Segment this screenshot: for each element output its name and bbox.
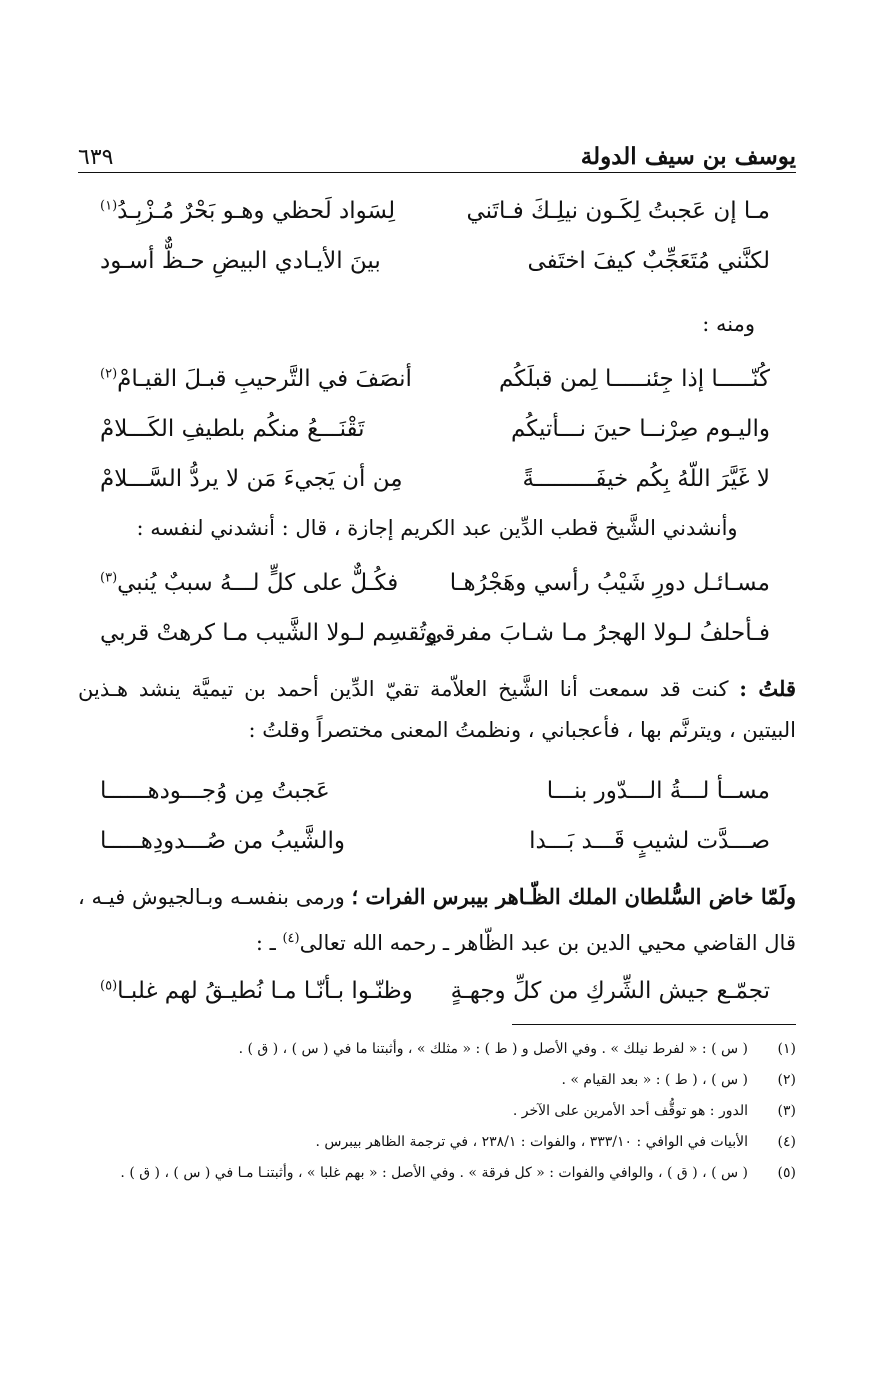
prose-text: ورمى بنفسـه وبـالجيوش فيـه ، قال القاضي محيي الدين بن عبد الظّاهر ـ رحمه الله تعالى xyxy=(78,885,796,955)
verse-second-hemistich xyxy=(100,198,440,224)
verse-second-hemistich xyxy=(100,978,440,1004)
verse-second-hemistich: والشَّيبُ من صُـــدودِهـــــا xyxy=(100,828,345,854)
prose-paragraph xyxy=(78,876,796,964)
footnote-marker: (٥) xyxy=(100,978,118,994)
verse-line xyxy=(100,608,770,658)
page-header xyxy=(78,136,796,173)
hemistich-text: أنصَفَ في التَّرحيبِ قبـلَ القيـامْ xyxy=(117,366,412,392)
footnote-number: (٣) xyxy=(777,1103,796,1119)
prose-tail: ـ : xyxy=(255,931,283,955)
verse-group-3 xyxy=(100,558,770,658)
footnote xyxy=(78,1158,796,1189)
footnote-marker: (٣) xyxy=(100,570,118,586)
verse-line xyxy=(100,454,770,504)
footnote-marker: (٤) xyxy=(282,931,300,946)
hemistich-text: فكُـلٌّ على كلٍّ لـــهُ سببٌ يُنبي xyxy=(117,570,399,596)
verse-second-hemistich xyxy=(100,570,440,596)
verse-first-hemistich: مـا إن عَجبتُ لِكَـون نيلِـكَ فـاتَني xyxy=(466,198,770,224)
verse-group-1 xyxy=(100,186,770,286)
footnote-text: ( س ) : « لفرط نيلك » . وفي الأصل و ( ط ) : « مثلك » ، وأثبتنا ما في ( س ) ، ( ق ) . xyxy=(238,1041,748,1057)
footnote xyxy=(78,1034,796,1065)
verse-line xyxy=(100,766,770,816)
verse-second-hemistich: بينَ الأيـادي البيضِ حـظٌّ أسـود xyxy=(100,248,381,274)
prose-lead: قلتُ : xyxy=(739,676,796,701)
verse-group-5 xyxy=(100,966,770,1016)
verse-line xyxy=(100,558,770,608)
verse-second-hemistich: مِن أن يَجيءَ مَن لا يردُّ السَّـــلامْ xyxy=(100,466,403,492)
footnote-number: (٤) xyxy=(777,1134,796,1150)
section-label: ومنه : xyxy=(702,312,755,336)
verse-first-hemistich: فـأحلفُ لـولا الهجرُ مـا شـابَ مفرقي xyxy=(425,620,770,646)
verse-second-hemistich: عَجبتُ مِن وُجـــودهــــــا xyxy=(100,778,330,804)
footnote-text: ( س ) ، ( ق ) ، والوافي والفوات : « كل فرقة » . وفي الأصل : « بهم غلبا » ، وأثبتنـا مـا في ( س ) ، ( ق ) . xyxy=(120,1165,748,1181)
footnote-separator xyxy=(512,1024,796,1025)
footnote xyxy=(78,1127,796,1158)
verse-first-hemistich: واليـوم صِرْنــا حينَ نـــأتيكُم xyxy=(511,416,770,442)
verse-first-hemistich: لكنَّني مُتَعَجِّبٌ كيفَ اختَفى xyxy=(527,248,770,274)
footnote-text: ( س ) ، ( ط ) : « بعد القيام » . xyxy=(561,1072,748,1088)
prose-paragraph: وأنشدني الشَّيخ قطب الدِّين عبد الكريم إجازة ، قال : أنشدني لنفسه : xyxy=(136,516,738,540)
footnote-text: الأبيات في الوافي : ٣٣٣/١٠ ، والفوات : ٢٣٨/١ ، في ترجمة الظاهر بيبرس . xyxy=(315,1134,748,1150)
footnote xyxy=(78,1096,796,1127)
footnote xyxy=(78,1065,796,1096)
hemistich-text: لِسَواد لَحظي وهـو بَحْرٌ مُـزْبِـدُ xyxy=(117,198,396,224)
footnotes xyxy=(78,1034,796,1189)
verse-group-2 xyxy=(100,354,770,504)
prose-paragraph xyxy=(78,668,796,751)
hemistich-text: وظنّـوا بـأنّـا مـا نُطيـقُ لهم غلبـا xyxy=(117,978,413,1004)
page-number: ٦٣٩ xyxy=(78,145,114,170)
footnote-number: (١) xyxy=(777,1041,796,1057)
verse-second-hemistich: وتُقسِم لـولا الشَّيب مـا كرهتْ قربي xyxy=(100,620,438,646)
prose-text: كنت قد سمعت أنا الشَّيخ العلاّمة تقيّ الدِّين أحمد بن تيميَّة ينشد هـذين البيتين ، ويترنَّم بها ، فأعجباني ، ونظمتُ المعنى مختصراً وقلتُ : xyxy=(78,677,796,742)
footnote-marker: (٢) xyxy=(100,366,118,382)
verse-line xyxy=(100,236,770,286)
verse-line xyxy=(100,354,770,404)
verse-line xyxy=(100,966,770,1016)
verse-line xyxy=(100,404,770,454)
prose-lead: ولَمّا خاض السُّلطان الملك الظّـاهر بيبرس الفرات ؛ xyxy=(351,884,796,909)
verse-second-hemistich: تَقْنَـــعُ منكُم بلطيفِ الكَـــلامْ xyxy=(100,416,365,442)
footnote-number: (٢) xyxy=(777,1072,796,1088)
verse-first-hemistich: مســأ لـــةُ الـــدّور بنـــا xyxy=(546,778,770,804)
footnote-number: (٥) xyxy=(777,1165,796,1181)
verse-line xyxy=(100,186,770,236)
verse-first-hemistich: مسـائـل دورِ شَيْبُ رأسي وهَجْرُهـا xyxy=(449,570,770,596)
running-title: يوسف بن سيف الدولة xyxy=(580,143,796,170)
verse-first-hemistich: صـــدَّت لشيبٍ قَـــد بَـــدا xyxy=(529,828,770,854)
footnote-text: الدور : هو توقُّف أحد الأمرين على الآخر . xyxy=(512,1103,748,1119)
verse-first-hemistich: لا غَيَّرَ اللّهُ بِكُم خيفَـــــــــةً xyxy=(522,466,770,492)
footnote-marker: (١) xyxy=(100,198,118,214)
verse-first-hemistich: كُنّـــــا إذا جِئنـــــا لِمن قبلَكُم xyxy=(498,366,770,392)
verse-line xyxy=(100,816,770,866)
verse-group-4 xyxy=(100,766,770,866)
verse-first-hemistich: تجمّـع جيش الشِّركِ من كلِّ وجهـةٍ xyxy=(450,978,770,1004)
verse-second-hemistich xyxy=(100,366,440,392)
